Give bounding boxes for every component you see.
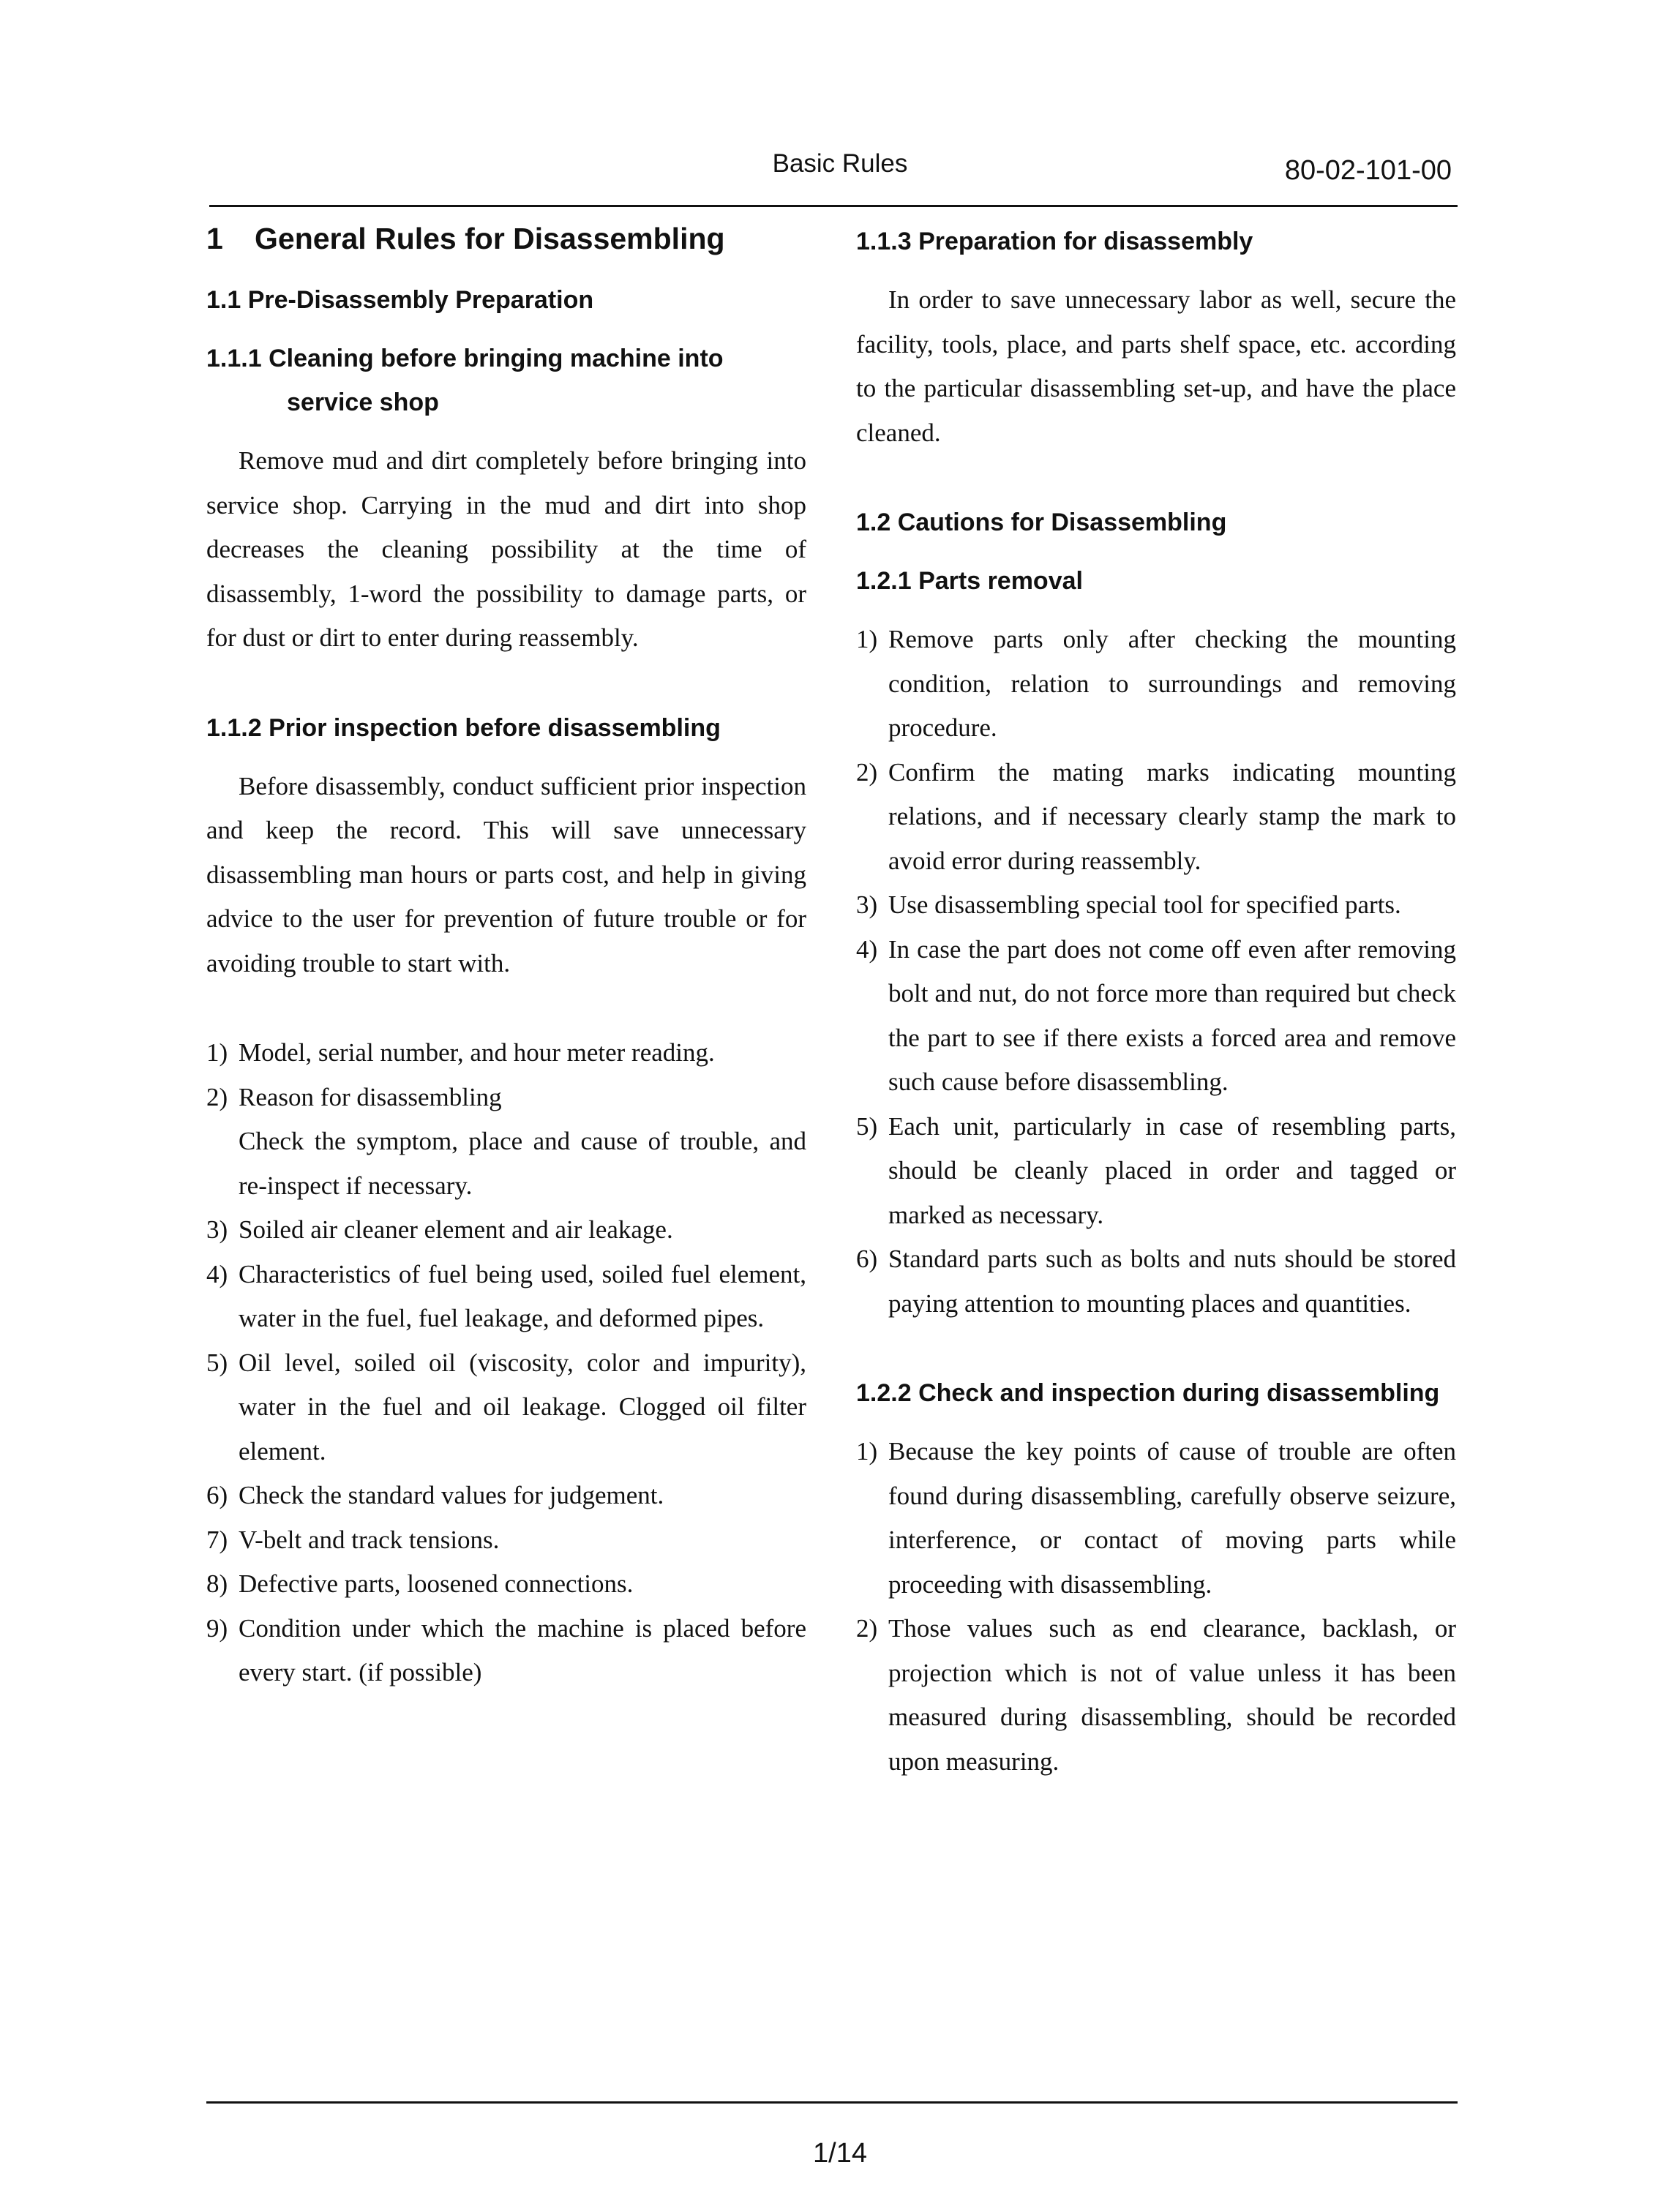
paragraph-prior-inspection: Before disassembly, conduct sufficient prior inspection and keep the record. This will save unnecessary disassembling man hours or parts cost, and help in giving advice to the user for prevention of future trouble or for avoiding trouble to start with. bbox=[206, 771, 806, 978]
list-item: 8) Defective parts, loosened connections. bbox=[206, 1569, 634, 1598]
list-item: 3) Use disassembling special tool for specified parts. bbox=[856, 890, 1401, 919]
paragraph-cleaning: Remove mud and dirt completely before bringing into service shop. Carrying in the mud and dirt into shop decreases the cleaning possibility at the time of disassembly, 1-word the possibility to damage parts, or for dust or dirt to enter during reassembly. bbox=[206, 446, 806, 652]
list-item: 5) Each unit, particularly in case of resembling parts, should be cleanly placed in order and tagged or marked as necessary. bbox=[856, 1111, 1456, 1229]
heading-1-1: 1.1 Pre-Disassembly Preparation bbox=[206, 286, 594, 314]
heading-1-1-2: 1.1.2 Prior inspection before disassembling bbox=[206, 713, 721, 742]
heading-1-1-3: 1.1.3 Preparation for disassembly bbox=[856, 228, 1253, 255]
inspection-during-list bbox=[856, 1430, 1456, 1784]
header-title: Basic Rules bbox=[772, 149, 908, 178]
heading-1-1-1 bbox=[206, 337, 806, 424]
list-item: 6) Standard parts such as bolts and nuts should be stored paying attention to mounting places and quantities. bbox=[856, 1245, 1456, 1318]
list-item: 1) Remove parts only after checking the mounting condition, relation to surroundings and removing procedure. bbox=[856, 625, 1456, 742]
list-item: 5) Oil level, soiled oil (viscosity, color and impurity), water in the fuel and oil leakage. Clogged oil filter element. bbox=[206, 1348, 806, 1466]
left-column bbox=[206, 217, 806, 1695]
paragraph-preparation: In order to save unnecessary labor as well, secure the facility, tools, place, and parts shelf space, etc. according to the particular disassembling set-up, and have the place cleaned. bbox=[856, 285, 1456, 447]
list-item: 1) Because the key points of cause of trouble are often found during disassembling, carefully observe seizure, interference, or contact of moving parts while proceeding with disassembling. bbox=[856, 1437, 1456, 1599]
list-item: 6) Check the standard values for judgement. bbox=[206, 1481, 664, 1509]
list-item: 2) Reason for disassembling Check the symptom, place and cause of trouble, and re-inspect if necessary. bbox=[206, 1082, 806, 1200]
page-number: 1/14 bbox=[813, 2138, 867, 2169]
list-item: 2) Those values such as end clearance, backlash, or projection which is not of value unless it has been measured during disassembling, should be recorded upon measuring. bbox=[856, 1614, 1456, 1776]
footer-rule bbox=[206, 2101, 1458, 2104]
list-item: 1) Model, serial number, and hour meter reading. bbox=[206, 1038, 715, 1067]
right-column bbox=[856, 217, 1456, 1784]
list-item: 7) V-belt and track tensions. bbox=[206, 1525, 500, 1554]
document-code: 80-02-101-00 bbox=[1284, 155, 1452, 186]
list-item: 4) Characteristics of fuel being used, soiled fuel element, water in the fuel, fuel leakage, and deformed pipes. bbox=[206, 1259, 806, 1332]
header-rule bbox=[209, 205, 1458, 207]
section-title: General Rules for Disassembling bbox=[255, 222, 725, 255]
list-item: 9) Condition under which the machine is placed before every start. (if possible) bbox=[206, 1613, 806, 1686]
heading-1-1-1-line1: 1.1.1 Cleaning before bringing machine into bbox=[206, 345, 724, 372]
section-number: 1 bbox=[206, 222, 223, 255]
section-heading-1 bbox=[206, 217, 806, 260]
inspection-list bbox=[206, 1031, 806, 1695]
parts-removal-list bbox=[856, 618, 1456, 1326]
list-item: 3) Soiled air cleaner element and air leakage. bbox=[206, 1215, 673, 1244]
heading-1-2-1: 1.2.1 Parts removal bbox=[856, 567, 1083, 595]
heading-1-2-2: 1.2.2 Check and inspection during disassembling bbox=[856, 1379, 1440, 1407]
heading-1-2: 1.2 Cautions for Disassembling bbox=[856, 509, 1227, 536]
list-item: 2) Confirm the mating marks indicating mounting relations, and if necessary clearly stamp the mark to avoid error during reassembly. bbox=[856, 757, 1456, 875]
list-item: 4) In case the part does not come off even after removing bolt and nut, do not force more than required but check the part to see if there exists a forced area and remove such cause before disassembling. bbox=[856, 934, 1456, 1096]
heading-1-1-1-line2: service shop bbox=[287, 389, 439, 416]
